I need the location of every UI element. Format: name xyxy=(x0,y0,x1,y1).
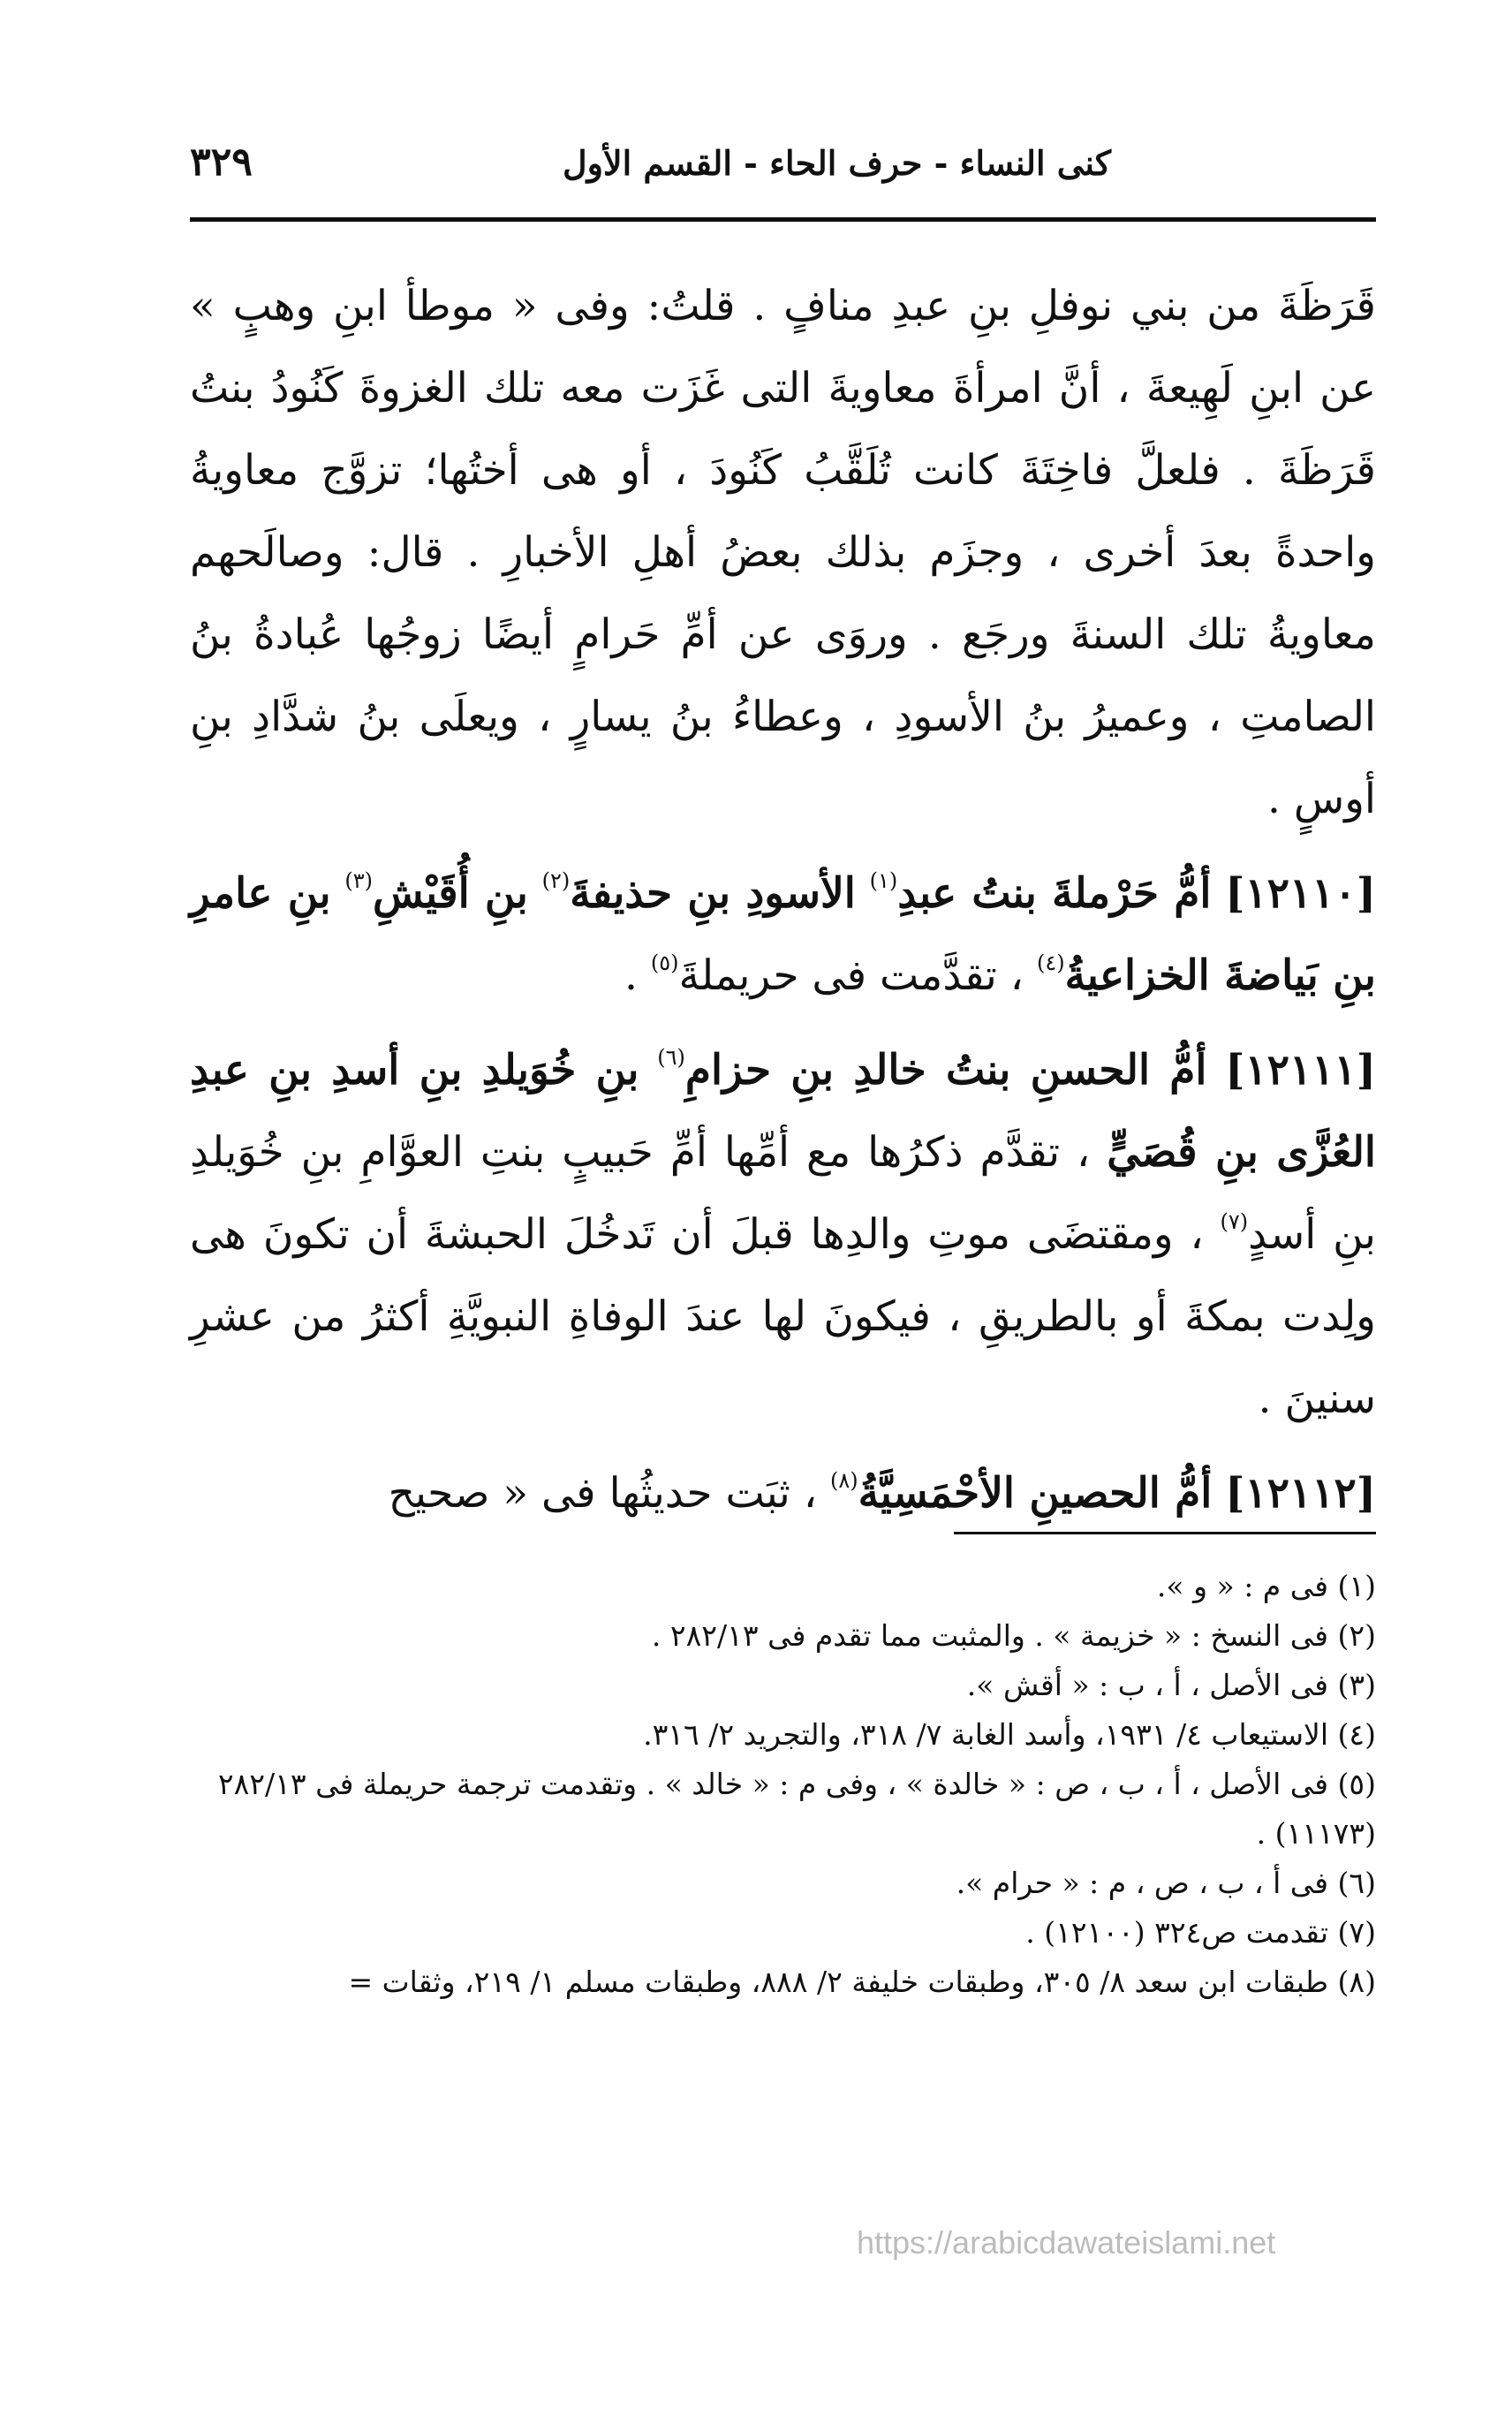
footnotes xyxy=(190,1562,1376,2007)
footnote-ref[interactable]: (٥) xyxy=(650,950,679,975)
entry-name: أمُّ حَرْملةَ بنتُ عبدِ xyxy=(897,869,1212,918)
entry-text: ، ومقتضَى موتِ والدِها قبلَ أن تَدخُلَ الحبشةَ أن تكونَ هى ولِدت بمكةَ أو بالطريقِ ، فيكونَ لها عندَ الوفاةِ النبويَّةِ أكثرُ من عشرِ سنينَ . xyxy=(190,1210,1376,1423)
footnote-number: (٦) xyxy=(1337,1866,1376,1900)
footnote-number: (٧) xyxy=(1337,1915,1376,1950)
entry-name: بنِ أُقَيْشِ xyxy=(373,869,528,918)
footnote-number: (٨) xyxy=(1337,1965,1376,1999)
entry-name: أمُّ الحصينِ الأحْمَسِيَّةُ xyxy=(858,1469,1213,1518)
watermark-url: https://arabicdawateislami.net xyxy=(857,2224,1276,2261)
footnote xyxy=(190,1958,1376,2007)
footnote xyxy=(190,1562,1376,1611)
footnote-ref[interactable]: (٣) xyxy=(344,868,374,893)
entry-name: بنِ خُوَيلدِ بنِ أسدِ بنِ عبدِ العُزَّى بنِ قُصَيٍّ xyxy=(190,1046,1376,1177)
entry-name: بنِ عامرِ بنِ بَياضةَ الخزاعيةُ xyxy=(190,869,1376,1000)
entry-number: [١٢١١٠] xyxy=(1225,869,1376,918)
entry-number: [١٢١١١] xyxy=(1225,1046,1376,1094)
footnote-text: طبقات ابن سعد ٨/ ٣٠٥، وطبقات خليفة ٢/ ٨٨٨، وطبقات مسلم ١/ ٢١٩، وثقات = xyxy=(348,1965,1329,1999)
footnote-number: (٥) xyxy=(1337,1767,1376,1801)
footnote xyxy=(190,1661,1376,1710)
entry-text: ، تقدَّمت فى حريملةَ xyxy=(678,951,1024,1000)
footnote-number: (١) xyxy=(1337,1569,1376,1603)
entry-name: أمُّ الحسنِ بنتُ خالدِ بنِ حزامِ xyxy=(684,1046,1207,1094)
entry-text: ، تقدَّم ذكرُها مع أمِّها أمِّ حَبيبٍ بنتِ العوَّامِ بنِ خُوَيلدِ بنِ أسدٍ xyxy=(190,1128,1376,1259)
footnote-text: فى م : « و ». xyxy=(1156,1569,1329,1603)
footnote-ref[interactable]: (٤) xyxy=(1036,950,1065,975)
footnote-text: تقدمت ص٣٢٤ (١٢١٠٠) . xyxy=(1025,1915,1329,1950)
running-header xyxy=(190,140,1376,201)
entry-12112 xyxy=(190,1452,1376,1534)
footnote xyxy=(190,1859,1376,1908)
footnote-ref[interactable]: (٢) xyxy=(541,868,571,893)
paragraph-continuation: قَرَظَةَ من بني نوفلِ بنِ عبدِ منافٍ . قلتُ: وفى « موطأ ابنِ وهبٍ » عن ابنِ لَهِيعةَ ، أنَّ امرأةَ معاويةَ التى غَزَت معه تلك الغزوةَ كَنُودُ بنتُ قَرَظَةَ . فلعلَّ فاخِتَةَ كانت تُلَقَّبُ كَنُودَ ، أو هى أختُها؛ تزوَّج معاويةُ واحدةً بعدَ أخرى ، وجزَم بذلك بعضُ أهلِ الأخبارِ . قال: وصالَحهم معاويةُ تلك السنةَ ورجَع . وروَى عن أمِّ حَرامٍ أيضًا زوجُها عُبادةُ بنُ الصامتِ ، وعميرُ بنُ الأسودِ ، وعطاءُ بنُ يسارٍ ، ويعلَى بنُ شدَّادِ بنِ أوسٍ . xyxy=(190,282,1376,823)
entry-end: . xyxy=(624,951,638,1000)
footnote-ref[interactable]: (١) xyxy=(869,868,898,893)
footnote-text: فى النسخ : « خزيمة » . والمثبت مما تقدم فى ٢٨٢/١٣ . xyxy=(651,1618,1329,1653)
entry-name: الأسودِ بنِ حذيفةَ xyxy=(570,869,856,918)
footnote-number: (٢) xyxy=(1337,1618,1376,1653)
page-number: ٣٢٩ xyxy=(190,140,253,185)
footnote xyxy=(190,1908,1376,1958)
footnote-text: فى الأصل ، أ ، ب : « أقش ». xyxy=(966,1668,1329,1702)
main-text xyxy=(190,265,1376,1547)
footnote-ref[interactable]: (٦) xyxy=(657,1045,685,1070)
footnote-text: الاستيعاب ٤/ ١٩٣١، وأسد الغابة ٧/ ٣١٨، والتجريد ٢/ ٣١٦. xyxy=(643,1717,1329,1752)
running-title: كنى النساء - حرف الحاء - القسم الأول xyxy=(562,143,1111,183)
footnote-number: (٣) xyxy=(1337,1668,1376,1702)
footnote-text: فى الأصل ، أ ، ب ، ص : « خالدة » ، وفى م : « خالد » . وتقدمت ترجمة حريملة فى ٢٨٢/١٣ (١١١٧٣) . xyxy=(217,1767,1376,1851)
footnote xyxy=(190,1611,1376,1661)
footnote-ref[interactable]: (٨) xyxy=(829,1468,858,1493)
footnote xyxy=(190,1760,1376,1859)
footnote-number: (٤) xyxy=(1337,1717,1376,1752)
footnote-divider xyxy=(954,1532,1376,1534)
entry-12111 xyxy=(190,1029,1376,1440)
entry-text: ، ثبَت حديثُها فى « صحيح xyxy=(388,1469,817,1518)
footnote-ref[interactable]: (٧) xyxy=(1220,1209,1249,1234)
footnote xyxy=(190,1710,1376,1760)
footnote-text: فى أ ، ب ، ص ، م : « حرام ». xyxy=(956,1866,1329,1900)
entry-number: [١٢١١٢] xyxy=(1225,1469,1376,1518)
header-divider xyxy=(190,217,1376,222)
entry-12110 xyxy=(190,852,1376,1017)
